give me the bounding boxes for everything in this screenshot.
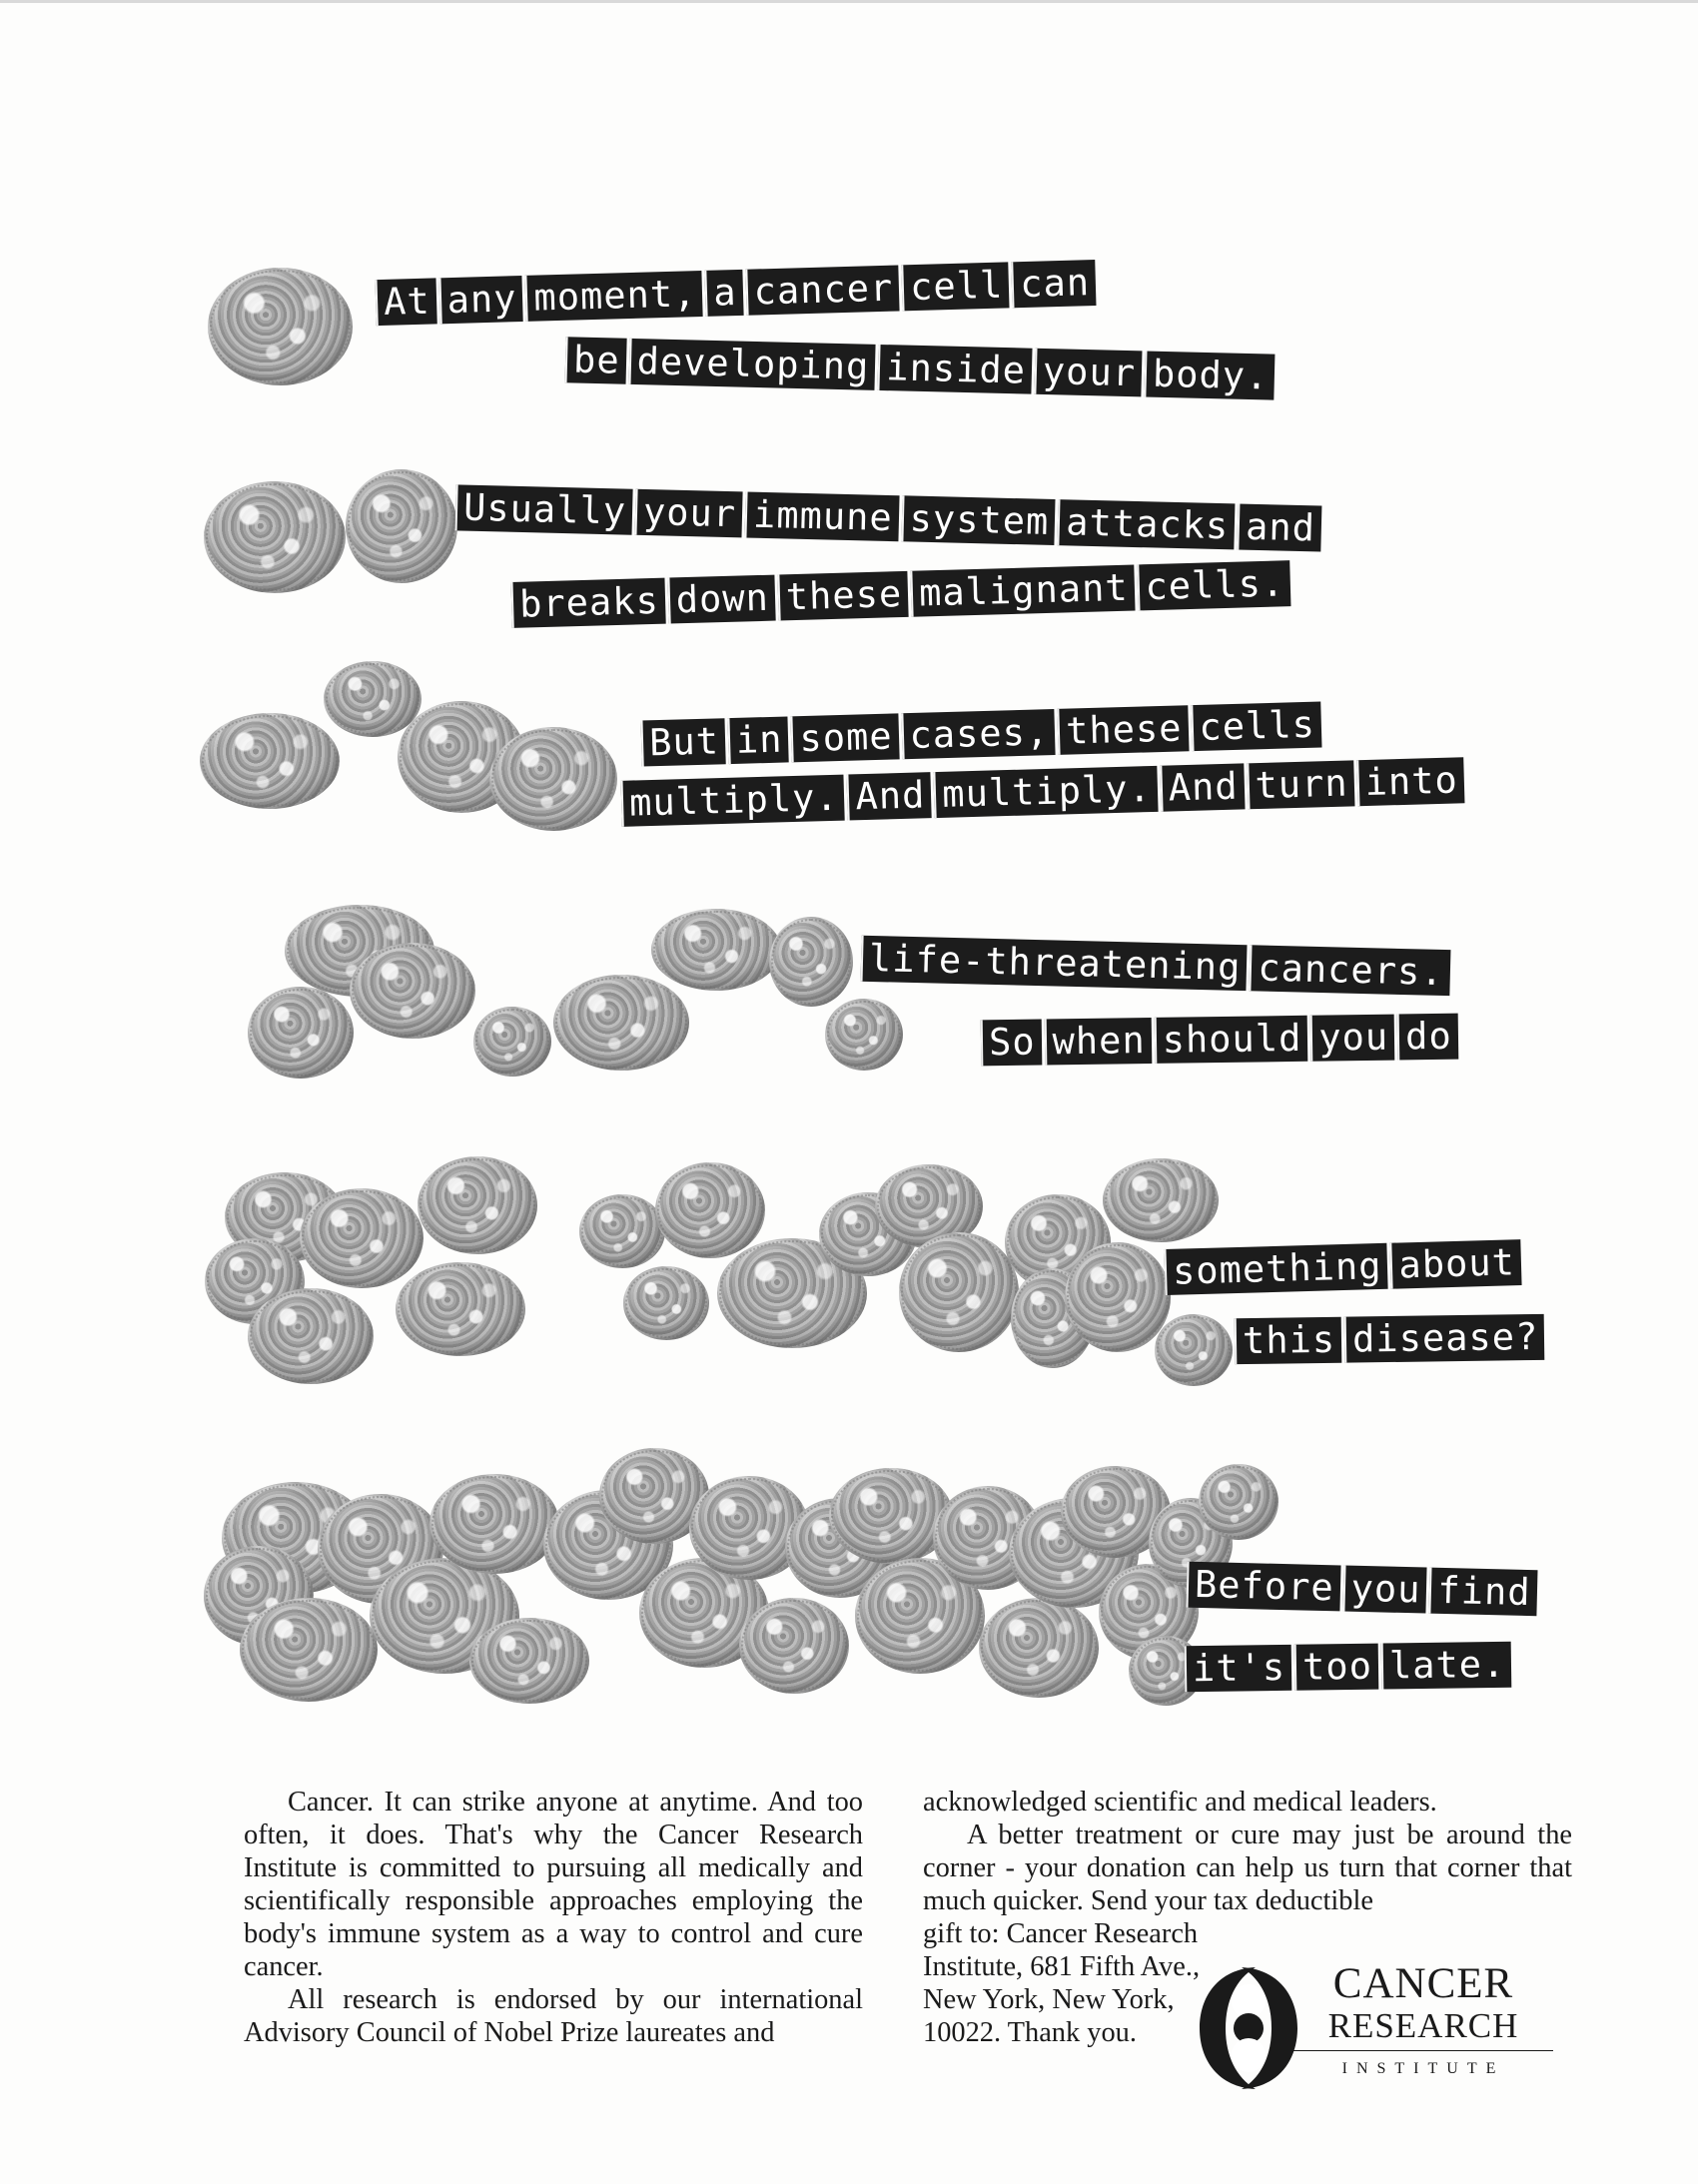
headline-word: when	[1044, 1018, 1152, 1065]
headline-word: system	[901, 495, 1056, 545]
headline-row4-line2	[981, 1014, 1461, 1067]
cancer-cell-image	[899, 1232, 1019, 1352]
headline-word: about	[1390, 1239, 1522, 1289]
headline-word: attacks	[1058, 499, 1236, 549]
headline-word: cells	[1191, 702, 1322, 752]
cancer-cell-image	[769, 917, 853, 1007]
cancer-cell-image	[579, 1194, 665, 1268]
cancer-cell-image	[248, 987, 354, 1079]
cancer-cell-image	[204, 481, 346, 593]
cancer-cell-image	[1065, 1242, 1171, 1352]
cancer-cell-image	[1103, 1158, 1219, 1242]
body-paragraph-5: gift to: Cancer Research Institute, 681 Fifth Ave., New York, New York, 10022. Thank you.	[923, 1918, 1201, 2048]
headline-word: body.	[1144, 351, 1274, 399]
headline-row2-line2	[511, 560, 1294, 628]
headline-row5-line2	[1235, 1314, 1548, 1364]
headline-word: life-threatening	[861, 936, 1248, 991]
headline-word: down	[667, 575, 775, 624]
headline-word: too	[1294, 1644, 1378, 1691]
headline-word: cancers.	[1250, 945, 1450, 996]
headline-word: these	[777, 571, 909, 621]
headline-word: cell	[902, 262, 1010, 311]
cancer-cell-image	[429, 1474, 559, 1574]
cancer-cell-image	[346, 469, 457, 583]
cancer-cell-image	[623, 1266, 709, 1340]
cancer-cell-image	[208, 268, 353, 385]
headline-word: So	[981, 1020, 1042, 1067]
cancer-cell-image	[350, 943, 475, 1039]
headline-word: breaks	[511, 578, 666, 628]
headline-word: multiply.	[934, 766, 1159, 818]
headline-row6-line1	[1186, 1562, 1540, 1617]
logo-line-1: CANCER	[1332, 1960, 1514, 2007]
headline-word: And	[847, 772, 932, 820]
headline-word: this	[1235, 1317, 1342, 1364]
headline-word: Before	[1186, 1562, 1340, 1612]
headline-word: you	[1342, 1566, 1427, 1614]
cancer-cell-image	[1155, 1314, 1233, 1386]
headline-row1-line2	[565, 337, 1278, 399]
headline-word: inside	[878, 345, 1033, 394]
headline-word: in	[727, 716, 789, 764]
headline-word: your	[634, 489, 742, 538]
headline-word: developing	[628, 339, 876, 390]
headline-word: At	[375, 278, 436, 326]
headline-word: you	[1310, 1015, 1394, 1062]
headline-row5-line1	[1164, 1239, 1524, 1295]
logo-line-3: INSTITUTE	[1341, 2060, 1505, 2077]
cancer-cell-image	[739, 1598, 849, 1694]
headline-row6-line2	[1185, 1642, 1515, 1693]
headline-word: some	[791, 713, 899, 762]
cancer-cell-image	[655, 1162, 765, 1258]
headline-word: But	[640, 718, 725, 766]
cri-logo-icon	[1196, 1963, 1301, 2093]
cancer-cell-image	[240, 1598, 378, 1702]
headline-word: your	[1034, 349, 1142, 397]
headline-word: cancer	[745, 265, 900, 315]
headline-word: Usually	[455, 484, 633, 534]
headline-word: into	[1356, 757, 1464, 806]
headline-row3-line2	[621, 757, 1468, 827]
cancer-cell-image	[200, 713, 340, 809]
headline-word: do	[1397, 1014, 1458, 1061]
headline-word: cells.	[1137, 560, 1291, 610]
headline-word: moment,	[525, 271, 703, 322]
cancer-cell-image	[1199, 1464, 1278, 1540]
headline-word: can	[1012, 260, 1097, 308]
headline-word: late.	[1381, 1642, 1512, 1690]
headline-word: be	[565, 337, 627, 383]
headline-word: a	[705, 270, 744, 317]
headline-word: find	[1429, 1568, 1537, 1617]
headline-word: should	[1154, 1016, 1307, 1064]
body-paragraph-4: A better treatment or cure may just be around the corner - your donation can help us turn that corner that much quicker. Send your tax deductible	[923, 1820, 1572, 1916]
headline-word: something	[1164, 1243, 1388, 1295]
cancer-cell-image	[469, 1618, 589, 1704]
cancer-cell-image	[825, 999, 903, 1071]
cri-logo-wordmark	[1293, 1962, 1553, 2078]
headline-word: turn	[1247, 760, 1354, 809]
cancer-cell-image	[553, 975, 689, 1071]
headline-word: it's	[1185, 1645, 1292, 1692]
cancer-cell-image	[418, 1156, 537, 1254]
headline-word: these	[1057, 705, 1189, 755]
headline-row4-line1	[861, 936, 1454, 996]
headline-word: malignant	[911, 565, 1136, 617]
headline-word: immune	[745, 491, 900, 541]
headline-row2-line1	[455, 484, 1325, 551]
cancer-cell-image	[651, 909, 781, 991]
headline-word: and	[1238, 504, 1322, 552]
body-paragraph-1: Cancer. It can strike anyone at anytime. And too often, it does. That's why the Cancer Research Institute is committed to pursuing all medically and scientifically responsible approaches employing the body's immune system as a way to control and cure cancer.	[244, 1787, 863, 1982]
headline-row1-line1	[375, 260, 1099, 326]
cancer-cell-image	[979, 1598, 1099, 1698]
headline-word: And	[1160, 763, 1245, 811]
headline-word: any	[438, 276, 523, 324]
body-paragraph-2: All research is endorsed by our international Advisory Council of Nobel Prize laureates and	[244, 1984, 863, 2048]
cancer-cell-image	[300, 1188, 424, 1288]
cancer-cell-image	[473, 1007, 551, 1077]
cancer-cell-image	[489, 727, 617, 831]
headline-word: disease?	[1344, 1314, 1545, 1363]
body-paragraph-3: acknowledged scientific and medical leaders.	[923, 1787, 1437, 1818]
logo-line-2: RESEARCH	[1293, 2006, 1553, 2051]
cancer-cell-image	[248, 1288, 374, 1384]
body-column-left	[244, 1786, 863, 2049]
headline-word: multiply.	[621, 775, 846, 827]
headline-word: cases,	[901, 709, 1056, 759]
scan-edge	[0, 0, 1698, 3]
cancer-cell-image	[396, 1262, 525, 1356]
headline-row3-line1	[640, 701, 1324, 766]
